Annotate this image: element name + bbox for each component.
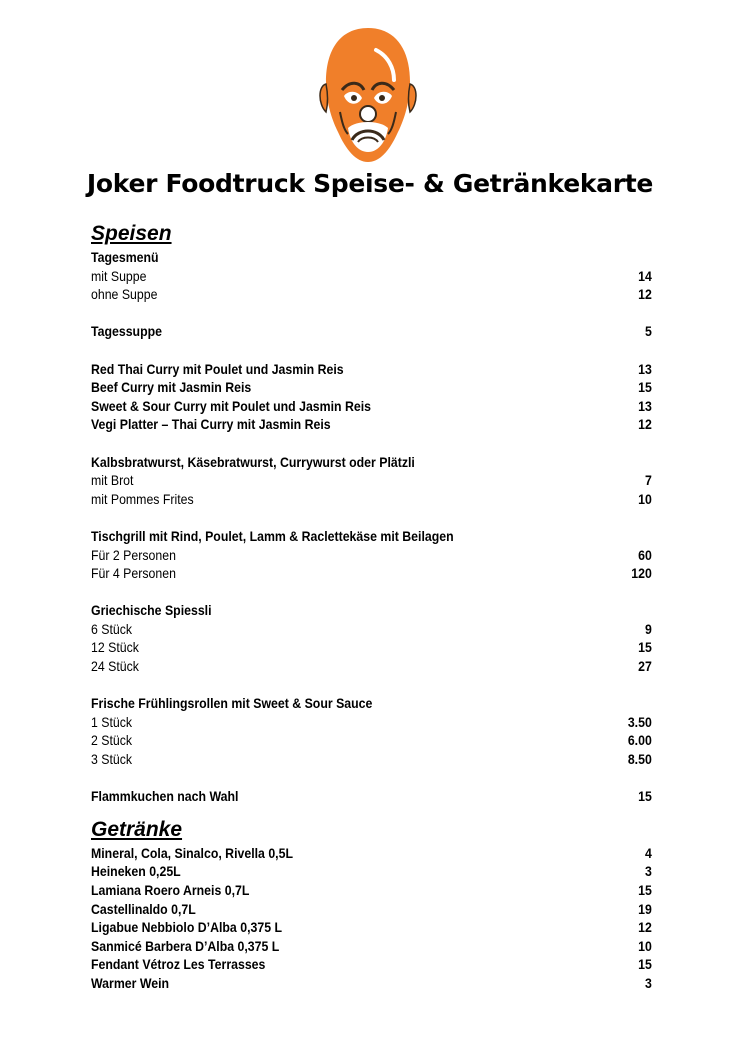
menu-item-name: 12 Stück [91,639,139,656]
menu-item-name: 24 Stück [91,658,139,675]
menu-item-price: 12 [638,416,652,433]
menu-item-price: 12 [638,919,652,936]
menu-item-name: Beef Curry mit Jasmin Reis [91,379,252,396]
menu-item-name: Flammkuchen nach Wahl [91,788,239,805]
menu-group-heading: Kalbsbratwurst, Käsebratwurst, Currywurst oder Plätzli [91,453,415,470]
menu-item [91,731,652,750]
menu-item-price: 60 [638,546,652,563]
menu-item-price: 12 [638,286,652,303]
menu-item [91,657,652,676]
menu-item [91,285,652,304]
menu-item [91,881,652,900]
menu-item-name: Warmer Wein [91,974,170,991]
menu-item-name: Fendant Vétroz Les Terrasses [91,956,266,973]
menu-group-heading: Tischgrill mit Rind, Poulet, Lamm & Raclettekäse mit Beilagen [91,527,454,544]
menu-item-name: Red Thai Curry mit Poulet und Jasmin Reis [91,360,344,377]
joker-face-icon [318,24,418,166]
menu-item-price: 19 [638,900,652,917]
menu-item-name: Heineken 0,25L [91,863,181,880]
menu-item [91,267,652,286]
menu-item [91,620,652,639]
menu-item-price: 7 [644,472,652,489]
menu-item-name: Für 2 Personen [91,546,176,563]
group-gap [91,304,652,323]
menu-item-name: Ligabue Nebbiolo D’Alba 0,375 L [91,919,283,936]
menu-item-price: 9 [644,620,652,637]
menu-item [91,415,652,434]
menu-item-price: 15 [638,956,652,973]
menu-item-price: 27 [638,658,652,675]
menu-item-price: 15 [638,379,652,396]
menu-group-heading: Griechische Spiessli [91,602,212,619]
menu-item [91,955,652,974]
group-gap [91,341,652,360]
menu-item-name: 2 Stück [91,732,133,749]
menu-item-name: Für 4 Personen [91,565,176,582]
menu-item-name: mit Brot [91,472,134,489]
menu-item-name: 1 Stück [91,713,133,730]
menu-item [91,546,652,565]
menu-item [91,322,652,341]
section-title: Speisen [91,222,172,245]
menu-item-price: 10 [638,937,652,954]
page-title: Joker Foodtruck Speise- & Getränkekarte [86,169,654,198]
menu-item-name: mit Suppe [91,267,147,284]
group-gap [91,676,652,695]
menu-item [91,937,652,956]
menu-item-name: Tagessuppe [91,323,162,340]
menu-item [91,862,652,881]
menu-item-name: mit Pommes Frites [91,490,194,507]
menu-item-price: 3 [644,863,652,880]
menu-item [91,378,652,397]
menu-item [91,397,652,416]
menu-item-price: 8.50 [627,751,652,768]
menu-item-name: Vegi Platter – Thai Curry mit Jasmin Reis [91,416,331,433]
menu-item [91,844,652,863]
menu-item-price: 10 [638,490,652,507]
menu-item [91,787,652,806]
menu-item [91,974,652,993]
menu-item-name: 6 Stück [91,620,133,637]
group-gap [91,769,652,788]
menu-item-price: 14 [638,267,652,284]
menu-item [91,918,652,937]
menu-item [91,713,652,732]
menu-item-price: 120 [631,565,652,582]
menu-item-name: 3 Stück [91,751,133,768]
menu-item-price: 13 [638,397,652,414]
group-gap [91,508,652,527]
menu-item-price: 13 [638,360,652,377]
menu-item-price: 3.50 [627,713,652,730]
menu-item [91,900,652,919]
menu-item-price: 15 [638,639,652,656]
menu-item-price: 6.00 [627,732,652,749]
menu-item-name: Castellinaldo 0,7L [91,900,196,917]
menu-item-name: ohne Suppe [91,286,158,303]
menu-item-name: Mineral, Cola, Sinalco, Rivella 0,5L [91,844,293,861]
menu-group-heading: Tagesmenü [91,249,159,265]
menu-group-heading: Frische Frühlingsrollen mit Sweet & Sour Sauce [91,695,373,712]
menu-item [91,638,652,657]
menu-item [91,564,652,583]
menu-list [91,220,652,993]
group-gap [91,583,652,602]
menu-item [91,360,652,379]
menu-item-name: Sweet & Sour Curry mit Poulet und Jasmin Reis [91,397,372,414]
menu-item [91,490,652,509]
menu-item [91,750,652,769]
section-title: Getränke [91,817,183,841]
menu-item-price: 15 [638,882,652,898]
menu-item-price: 4 [644,844,652,861]
group-gap [91,434,652,453]
menu-item-name: Sanmicé Barbera D’Alba 0,375 L [91,937,280,954]
menu-item [91,471,652,490]
menu-item-name: Lamiana Roero Arneis 0,7L [91,882,250,898]
menu-item-price: 15 [638,788,652,805]
menu-item-price: 3 [644,974,652,991]
menu-item-price: 5 [644,323,652,340]
section-gap [91,806,652,816]
